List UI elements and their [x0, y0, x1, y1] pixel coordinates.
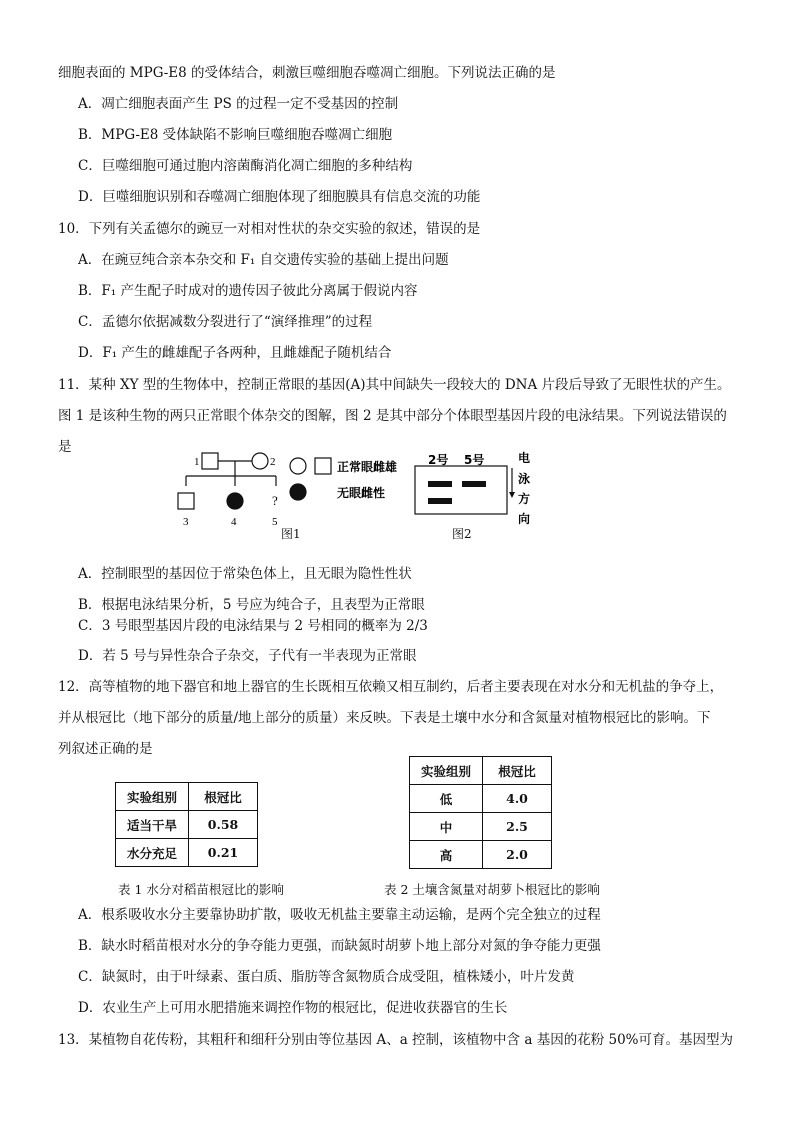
q9-option-c: C．巨噬细胞可通过胞内溶菌酶消化凋亡细胞的多种结构: [78, 158, 413, 174]
figure-1-caption: 图1: [281, 527, 301, 541]
lane-label-2: 2号: [428, 453, 449, 467]
legend-eyeless-label: 无眼雌性: [337, 486, 386, 500]
table-cell: 高: [410, 841, 483, 869]
gel-box: [415, 466, 507, 514]
band-lane5-upper: [462, 481, 486, 487]
pedigree-affected-female-4: [227, 493, 243, 509]
legend-eyeless-female-icon: [290, 484, 306, 500]
table-cell: 水分充足: [116, 839, 189, 867]
q11-option-d: D．若 5 号与异性杂合子杂交，子代有一半表现为正常眼: [78, 648, 417, 664]
q12-option-a: A．根系吸收水分主要靠协助扩散，吸收无机盐主要靠主动运输，是两个完全独立的过程: [78, 907, 601, 923]
table-cell: 4.0: [483, 785, 552, 813]
table-row: [116, 839, 258, 867]
q12-option-c: C．缺氮时，由于叶绿素、蛋白质、脂肪等含氮物质合成受阻，植株矮小，叶片发黄: [78, 969, 575, 985]
table-cell: 适当干旱: [116, 811, 189, 839]
q9-option-b: B．MPG-E8 受体缺陷不影响巨噬细胞吞噬凋亡细胞: [78, 127, 393, 143]
direction-label-1: 电: [518, 451, 531, 465]
table-cell: 低: [410, 785, 483, 813]
table-row: [410, 841, 552, 869]
pedigree-number-5: 5: [272, 516, 278, 528]
q13-stem: 13．某植物自花传粉，其粗秆和细秆分别由等位基因 A、a 控制，该植物中含 a 基因的花粉 50%可育。基因型为: [58, 1032, 733, 1048]
q10-option-d: D．F₁ 产生的雌雄配子各两种，且雌雄配子随机结合: [78, 345, 392, 361]
table-2-header-group: 实验组别: [410, 757, 483, 785]
direction-label-3: 方: [518, 492, 531, 506]
q12-stem-line-3: 列叙述正确的是: [58, 741, 153, 757]
q11-option-a: A．控制眼型的基因位于常染色体上，且无眼为隐性性状: [78, 566, 412, 582]
q9-continuation: 细胞表面的 MPG-E8 的受体结合，刺激巨噬细胞吞噬凋亡细胞。下列说法正确的是: [58, 65, 556, 81]
pedigree-number-1: 1: [194, 456, 200, 468]
table-row: [116, 811, 258, 839]
q12-option-b: B．缺水时稻苗根对水分的争夺能力更强，而缺氮时胡萝卜地上部分对氮的争夺能力更强: [78, 938, 601, 954]
pedigree-male-3: [178, 493, 194, 509]
legend-normal-male-icon: [315, 458, 331, 474]
q11-stem-line-1: 11．某种 XY 型的生物体中，控制正常眼的基因(A)其中间缺失一段较大的 DNA 片段后导致了无眼性状的产生。: [58, 377, 731, 393]
band-lane2-upper: [428, 481, 452, 487]
q11-option-c: C．3 号眼型基因片段的电泳结果与 2 号相同的概率为 2/3: [78, 618, 428, 634]
table-1: [115, 782, 258, 867]
table-2-header-ratio: 根冠比: [483, 757, 552, 785]
table-row: [410, 785, 552, 813]
table-cell: 2.5: [483, 813, 552, 841]
band-lane2-lower: [428, 498, 452, 504]
q12-stem-line-1: 12．高等植物的地下器官和地上器官的生长既相互依赖又相互制约，后者主要表现在对水分和无机盐的争夺上，: [58, 679, 724, 695]
direction-label-2: 泳: [518, 472, 531, 486]
table-2-header-row: [410, 757, 552, 785]
table-cell: 2.0: [483, 841, 552, 869]
pedigree-number-2: 2: [270, 456, 276, 468]
figure-2-electrophoresis: [412, 448, 542, 528]
q11-stem-line-3: 是: [58, 439, 72, 455]
q10-stem: 10．下列有关孟德尔的豌豆一对相对性状的杂交实验的叙述，错误的是: [58, 221, 481, 237]
table-2-caption: 表 2 土壤含氮量对胡萝卜根冠比的影响: [384, 882, 600, 897]
legend-normal-female-icon: [290, 458, 306, 474]
lane-label-5: 5号: [464, 453, 485, 467]
pedigree-number-4: 4: [231, 516, 237, 528]
pedigree-number-3: 3: [183, 516, 189, 528]
table-1-header-row: [116, 783, 258, 811]
q12-option-d: D．农业生产上可用水肥措施来调控作物的根冠比，促进收获器官的生长: [78, 1000, 508, 1016]
q10-option-b: B．F₁ 产生配子时成对的遗传因子彼此分离属于假说内容: [78, 283, 418, 299]
table-1-header-ratio: 根冠比: [189, 783, 258, 811]
table-2: [409, 756, 552, 869]
q10-option-c: C．孟德尔依据减数分裂进行了“演绎推理”的过程: [78, 314, 373, 330]
q11-stem-line-2: 图 1 是该种生物的两只正常眼个体杂交的图解，图 2 是其中部分个体眼型基因片段的电泳结果。下列说法错误的: [58, 408, 727, 424]
pedigree-male-1: [202, 453, 218, 469]
figure-2-caption: 图2: [452, 527, 472, 541]
q9-option-d: D．巨噬细胞识别和吞噬凋亡细胞体现了细胞膜具有信息交流的功能: [78, 189, 481, 205]
table-cell: 0.21: [189, 839, 258, 867]
q11-option-b: B．根据电泳结果分析，5 号应为纯合子，且表型为正常眼: [78, 597, 425, 613]
pedigree-female-2: [252, 453, 268, 469]
table-1-caption: 表 1 水分对稻苗根冠比的影响: [118, 882, 284, 897]
direction-label-4: 向: [518, 512, 531, 526]
table-1-header-group: 实验组别: [116, 783, 189, 811]
table-cell: 0.58: [189, 811, 258, 839]
table-cell: 中: [410, 813, 483, 841]
pedigree-unknown-mark: ?: [272, 493, 278, 508]
legend-normal-label: 正常眼雌雄: [337, 460, 398, 474]
table-row: [410, 813, 552, 841]
q9-option-a: A．凋亡细胞表面产生 PS 的过程一定不受基因的控制: [78, 96, 399, 112]
q10-option-a: A．在豌豆纯合亲本杂交和 F₁ 自交遗传实验的基础上提出问题: [78, 252, 449, 268]
q12-stem-line-2: 并从根冠比（地下部分的质量/地上部分的质量）来反映。下表是土壤中水分和含氮量对植物根冠比的影响。下: [58, 710, 711, 726]
